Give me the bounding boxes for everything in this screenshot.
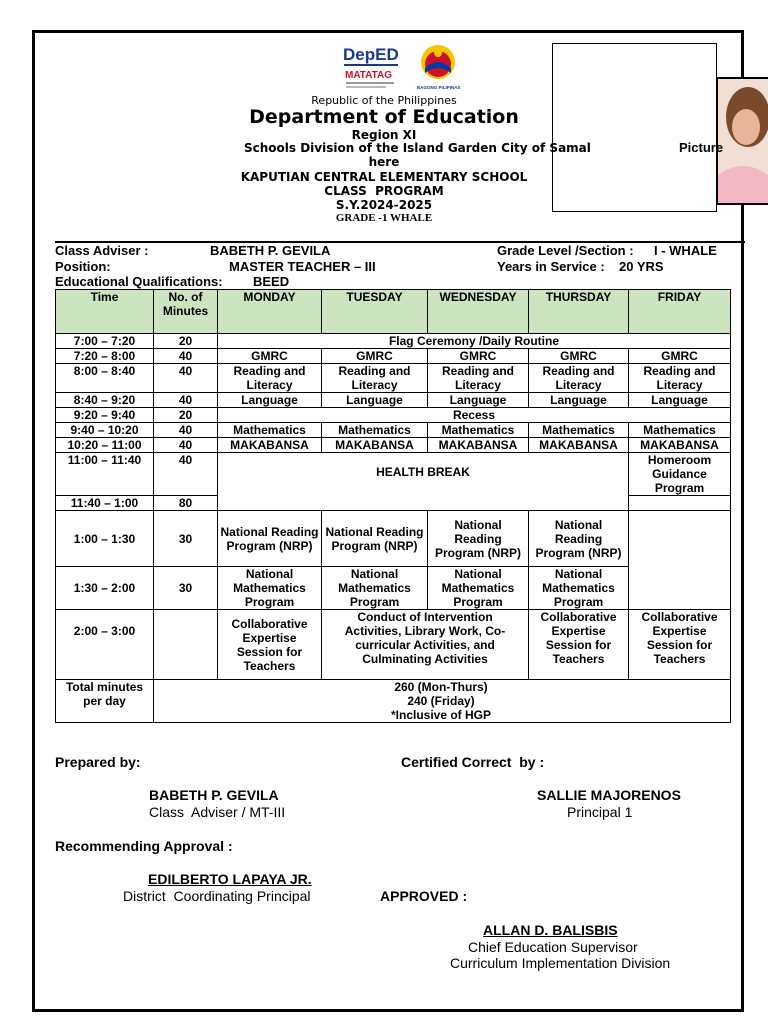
school-name: KAPUTIAN CENTRAL ELEMENTARY SCHOOL xyxy=(240,170,528,184)
health-break-cell: HEALTH BREAK xyxy=(218,453,629,511)
subject-cell: Mathematics xyxy=(218,423,322,438)
total-line-3: *Inclusive of HGP xyxy=(390,708,492,722)
subject-cell: GMRC xyxy=(529,349,629,364)
subject-cell: National Reading Program (NRP) xyxy=(218,511,322,567)
time-cell: 8:00 – 8:40 xyxy=(56,364,154,393)
republic-line: Republic of the Philippines xyxy=(311,94,457,107)
subject-cell: Mathematics xyxy=(428,423,529,438)
header-wednesday: WEDNESDAY xyxy=(428,290,529,334)
subject-cell: Language xyxy=(428,393,529,408)
subject-cell: Reading and Literacy xyxy=(322,364,428,393)
header-monday: MONDAY xyxy=(218,290,322,334)
svg-text:MATATAG: MATATAG xyxy=(345,70,393,81)
class-schedule-table xyxy=(55,289,731,723)
minutes-cell: 40 xyxy=(154,349,218,364)
years-label: Years in Service : xyxy=(497,259,605,274)
grade-level-value: I - WHALE xyxy=(654,243,717,258)
district-signature-name: EDILBERTO LAPAYA JR. xyxy=(148,871,312,887)
time-cell: 7:20 – 8:00 xyxy=(56,349,154,364)
subject-cell: Mathematics xyxy=(322,423,428,438)
years-value: 20 YRS xyxy=(619,259,664,274)
subject-cell: National Mathematics Program xyxy=(218,567,322,610)
recommending-approval-label: Recommending Approval : xyxy=(55,838,233,854)
table-row xyxy=(56,364,731,393)
subject-cell: MAKABANSA xyxy=(529,438,629,453)
subject-cell: MAKABANSA xyxy=(218,438,322,453)
certified-by-label: Certified Correct by : xyxy=(401,754,545,770)
approved-label: APPROVED : xyxy=(380,888,468,904)
picture-label: Picture xyxy=(679,140,724,155)
minutes-cell: 30 xyxy=(154,567,218,610)
division-signature-title: Curriculum Implementation Division xyxy=(450,955,671,971)
time-cell: 2:00 – 3:00 xyxy=(56,610,154,680)
document-title: CLASS PROGRAM xyxy=(324,184,444,198)
supervisor-signature-title: Chief Education Supervisor xyxy=(468,939,638,955)
principal-signature-name: SALLIE MAJORENOS xyxy=(537,787,681,803)
subject-cell: Language xyxy=(218,393,322,408)
minutes-cell: 20 xyxy=(154,334,218,349)
minutes-cell: 30 xyxy=(154,511,218,567)
adviser-label: Class Adviser : xyxy=(55,243,149,258)
header-minutes: No. of Minutes xyxy=(154,290,218,334)
time-cell: 11:40 – 1:00 xyxy=(56,496,154,511)
subject-cell: Language xyxy=(529,393,629,408)
time-cell: 7:00 – 7:20 xyxy=(56,334,154,349)
time-cell: 1:30 – 2:00 xyxy=(56,567,154,610)
deped-logo xyxy=(342,40,400,92)
subject-cell: Reading and Literacy xyxy=(529,364,629,393)
subject-cell: National Reading Program (NRP) xyxy=(529,511,629,567)
qualifications-value: BEED xyxy=(253,274,290,289)
table-row xyxy=(56,511,731,567)
grade-level-label: Grade Level /Section : xyxy=(497,243,634,258)
time-cell: 9:40 – 10:20 xyxy=(56,423,154,438)
minutes-cell: 20 xyxy=(154,408,218,423)
subject-cell: National Mathematics Program xyxy=(529,567,629,610)
empty-cell xyxy=(629,496,731,511)
info-divider xyxy=(55,241,745,243)
table-header-row xyxy=(56,290,731,334)
subject-cell: Reading and Literacy xyxy=(428,364,529,393)
total-minutes-label: Total minutes per day xyxy=(56,680,154,723)
table-row xyxy=(56,334,731,349)
time-cell: 1:00 – 1:30 xyxy=(56,511,154,567)
header-thursday: THURSDAY xyxy=(529,290,629,334)
table-row xyxy=(56,408,731,423)
minutes-cell: 40 xyxy=(154,423,218,438)
school-year: S.Y.2024-2025 xyxy=(335,198,433,212)
subject-cell: National Reading Program (NRP) xyxy=(322,511,428,567)
subject-cell: MAKABANSA xyxy=(629,438,731,453)
subject-cell: Reading and Literacy xyxy=(218,364,322,393)
minutes-cell: 40 xyxy=(154,364,218,393)
recess-cell: Recess xyxy=(218,408,731,423)
qualifications-label: Educational Qualifications: xyxy=(55,274,223,289)
division-line: Schools Division of the Island Garden City of Samal xyxy=(244,141,591,155)
subject-cell: GMRC xyxy=(629,349,731,364)
position-value: MASTER TEACHER – III xyxy=(229,259,376,274)
homeroom-guidance-cell: Homeroom Guidance Program xyxy=(629,453,731,496)
header-tuesday: TUESDAY xyxy=(322,290,428,334)
minutes-cell: 80 xyxy=(154,496,218,511)
time-cell: 9:20 – 9:40 xyxy=(56,408,154,423)
table-row xyxy=(56,610,731,680)
table-row xyxy=(56,438,731,453)
subject-cell: Collaborative Expertise Session for Teachers xyxy=(629,610,731,680)
subject-cell: Language xyxy=(322,393,428,408)
subject-cell: National Reading Program (NRP) xyxy=(428,511,529,567)
department-title: Department of Education xyxy=(249,106,519,128)
subject-cell: National Mathematics Program xyxy=(322,567,428,610)
subject-cell: MAKABANSA xyxy=(322,438,428,453)
region-line: Region XI xyxy=(351,128,417,142)
subject-cell: Mathematics xyxy=(629,423,731,438)
subject-cell: National Mathematics Program xyxy=(428,567,529,610)
position-label: Position: xyxy=(55,259,111,274)
adviser-signature-title: Class Adviser / MT-III xyxy=(149,804,286,820)
district-signature-title: District Coordinating Principal xyxy=(123,888,311,904)
total-minutes-value xyxy=(154,680,731,723)
minutes-cell: 40 xyxy=(154,438,218,453)
svg-text:DepED: DepED xyxy=(343,45,399,64)
subject-cell: Collaborative Expertise Session for Teachers xyxy=(529,610,629,680)
principal-signature-title: Principal 1 xyxy=(567,804,633,820)
table-row xyxy=(56,349,731,364)
minutes-cell: 40 xyxy=(154,453,218,496)
time-cell: 10:20 – 11:00 xyxy=(56,438,154,453)
grade-section: GRADE -1 WHALE xyxy=(335,212,433,224)
table-row xyxy=(56,453,731,496)
header-time: Time xyxy=(56,290,154,334)
header-friday: FRIDAY xyxy=(629,290,731,334)
flag-ceremony-cell: Flag Ceremony /Daily Routine xyxy=(218,334,731,349)
subject-cell: Mathematics xyxy=(529,423,629,438)
subject-cell: GMRC xyxy=(322,349,428,364)
subject-cell: MAKABANSA xyxy=(428,438,529,453)
empty-cell xyxy=(629,511,731,610)
total-line-1: 260 (Mon-Thurs) xyxy=(394,680,488,694)
table-row xyxy=(56,393,731,408)
prepared-by-label: Prepared by: xyxy=(55,754,141,770)
svg-text:BAGONG PILIPINAS: BAGONG PILIPINAS xyxy=(417,85,461,90)
subject-cell: GMRC xyxy=(218,349,322,364)
minutes-cell: 40 xyxy=(154,393,218,408)
total-line-2: 240 (Friday) xyxy=(407,694,475,708)
supervisor-signature-name: ALLAN D. BALISBIS xyxy=(483,922,618,938)
table-row xyxy=(56,423,731,438)
bagong-pilipinas-logo xyxy=(414,40,462,92)
minutes-cell xyxy=(154,610,218,680)
time-cell: 11:00 – 11:40 xyxy=(56,453,154,496)
adviser-signature-name: BABETH P. GEVILA xyxy=(149,787,279,803)
subject-cell: GMRC xyxy=(428,349,529,364)
adviser-value: BABETH P. GEVILA xyxy=(210,243,331,258)
time-cell: 8:40 – 9:20 xyxy=(56,393,154,408)
subject-cell: Language xyxy=(629,393,731,408)
subject-cell: Collaborative Expertise Session for Teachers xyxy=(218,610,322,680)
intervention-activities-cell: Conduct of Intervention Activities, Library Work, Co-curricular Activities, and Culminating Activities xyxy=(322,610,529,680)
total-row xyxy=(56,680,731,723)
division-line-cont: here xyxy=(368,155,400,169)
subject-cell: Reading and Literacy xyxy=(629,364,731,393)
